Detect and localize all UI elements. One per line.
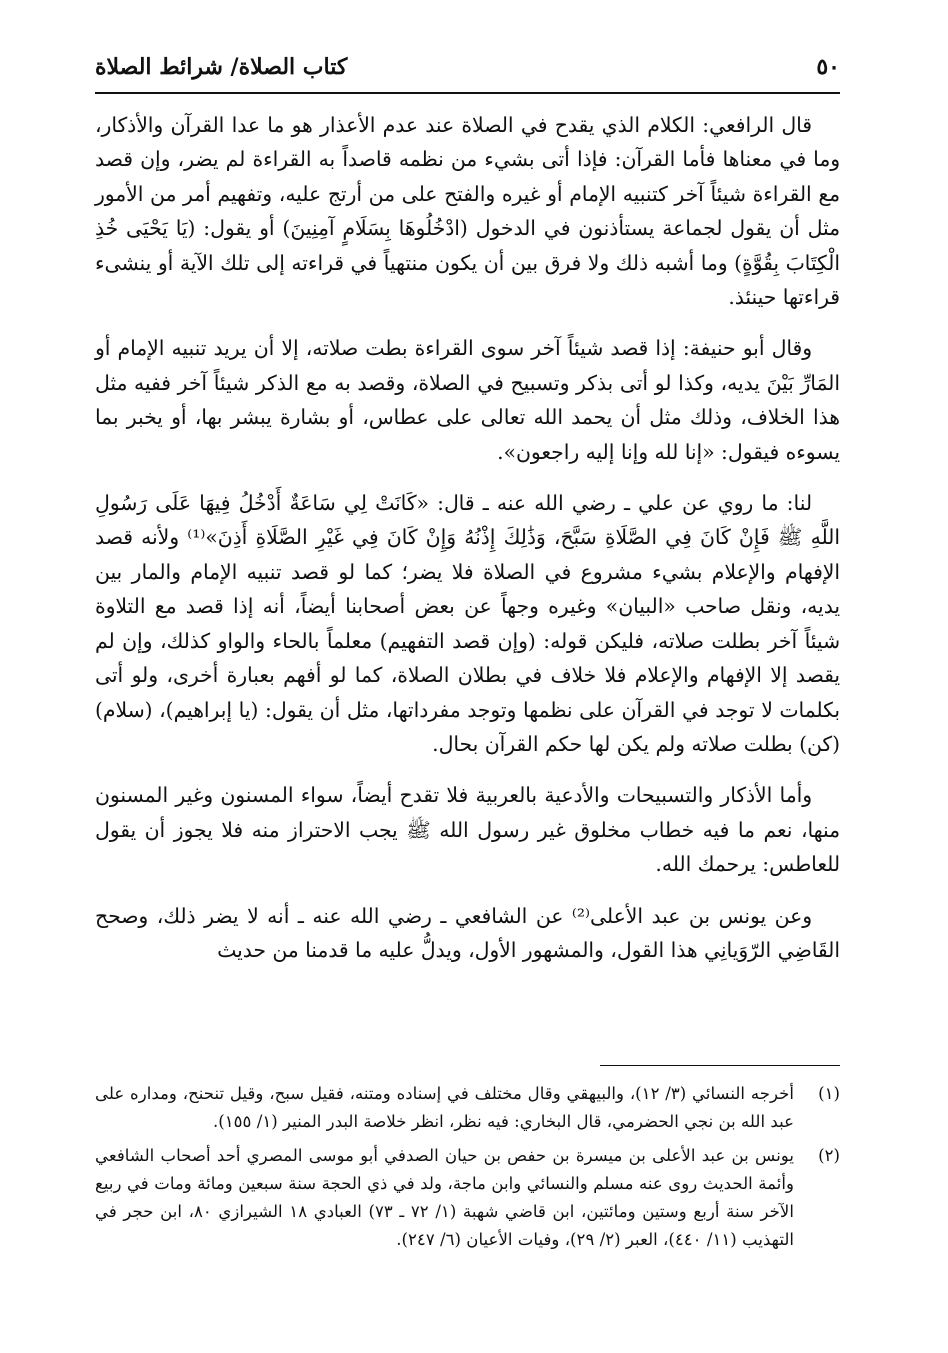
footnote-divider [600,1065,840,1066]
paragraph-abu-hanifa: وقال أبو حنيفة: إذا قصد شيئاً آخر سوى القراءة بطت صلاته، إلا أن يريد تنبيه الإمام أو المَارِّ بَيْنَ يديه، وكذا لو أتى بذكر وتسبيح في الصلاة، وقصد به مع الذكر شيئاً آخر ففيه مثل هذا الخلاف، وذلك مثل أن يحمد الله تعالى على عطاس، أو بشارة يبشر بها، أو يخبر بما يسوءه فيقول: «إنا لله وإنا إليه راجعون». [95,336,840,464]
paragraph-adhkar: وأما الأذكار والتسبيحات والأدعية بالعربية فلا تقدح أيضاً، سواء المسنون وغير المسنون منها، نعم ما فيه خطاب مخلوق غير رسول الله ﷺ يجب الاحتراز منه فلا يجوز أن يقول للعاطس: يرحمك الله. [95,783,840,877]
paragraph-yunus: وعن يونس بن عبد الأعلى⁽²⁾ عن الشافعي ـ رضي الله عنه ـ أنه لا يضر ذلك، وصحح القَاضِي الرّوَيانِي هذا القول، والمشهور الأول، ويدلُّ عليه ما قدمنا من حديث [95,903,840,962]
footnote-number: (٢) [818,1146,840,1165]
footnote-2 [95,1142,840,1254]
header-divider [95,92,840,94]
running-header [95,48,840,88]
footnote-1 [95,1080,840,1136]
main-text [95,108,840,967]
footnote-text: يونس بن عبد الأعلى بن ميسرة بن حفص بن حيان الصدفي أبو موسى المصري أحد أصحاب الشافعي وأئمة الحديث روى عنه مسلم والنسائي وابن ماجة، ولد في ذي الحجة سنة سبعين ومائة ومات في ربيع الآخر سنة أربع وستين ومائتين، ابن قاضي شهبة (١/ ٧٢ ـ ٧٣) العبادي ١٨ الشيرازي ٨٠، ابن حجر في التهذيب (١١/ ٤٤٠)، العبر (٢/ ٢٩)، وفيات الأعيان (٦/ ٢٤٧). [95,1146,794,1249]
paragraph-evidence: لنا: ما روي عن علي ـ رضي الله عنه ـ قال: «كَانَتْ لِي سَاعَةٌ أَدْخُلُ فِيهَا عَلَى رَسُولِ اللَّهِ ﷺ فَإِنْ كَانَ فِي الصَّلَاةِ سَبَّحَ، وَذَٰلِكَ إِذْنُهُ وَإِنْ كَانَ فِي غَيْرِ الصَّلَاةِ أَذِنَ»⁽¹⁾ ولأنه قصد الإفهام والإعلام بشيء مشروع في الصلاة فلا يضر؛ كما لو قصد تنبيه الإمام والمار بين يديه، ونقل صاحب «البيان» وغيره وجهاً عن بعض أصحابنا أيضاً، أنه إذا قصد مع التلاوة شيئاً آخر بطلت صلاته، فليكن قوله: (وإن قصد التفهيم) معلماً بالحاء والواو كذلك، وإن لم يقصد إلا الإفهام والإعلام فلا خلاف في بطلان الصلاة، كما لو أفهم بعبارة أخرى، ولو أتى بكلمات لا توجد في القرآن على نظمها وتوجد مفرداتها، مثل أن يقول: (يا إبراهيم)، (سلام) (كن) بطلت صلاته ولم يكن لها حكم القرآن بحال. [95,491,840,756]
footnotes [95,1080,840,1260]
header-title: كتاب الصلاة/ شرائط الصلاة [95,54,348,80]
paragraph-rafii: قال الرافعي: الكلام الذي يقدح في الصلاة عند عدم الأعذار هو ما عدا القرآن والأذكار، وما في معناها فأما القرآن: فإذا أتى بشيء من نظمه قاصداً به القراءة لم يضر، وإن قصد مع القراءة شيئاً آخر كتنبيه الإمام أو غيره والفتح على من أرتج عليه، وتفهيم أمر من الأمور مثل أن يقول لجماعة يستأذنون في الدخول (ادْخُلُوهَا بِسَلَامٍ آمِنِينَ) أو يقول: (يَا يَحْيَى خُذِ الْكِتَابَ بِقُوَّةٍ) وما أشبه ذلك ولا فرق بين أن يكون منتهياً في قراءته إلى تلك الآية أو ينشىء قراءتها حينئذ. [95,113,840,310]
footnote-text: أخرجه النسائي (٣/ ١٢)، والبيهقي وقال مختلف في إسناده ومتنه، فقيل سبح، وقيل تنحنح، ومداره على عبد الله بن نجي الحضرمي، قال البخاري: فيه نظر، انظر خلاصة البدر المنير (١/ ١٥٥). [95,1084,794,1131]
page-number: ٥٠ [816,54,840,80]
footnote-number: (١) [818,1084,840,1103]
